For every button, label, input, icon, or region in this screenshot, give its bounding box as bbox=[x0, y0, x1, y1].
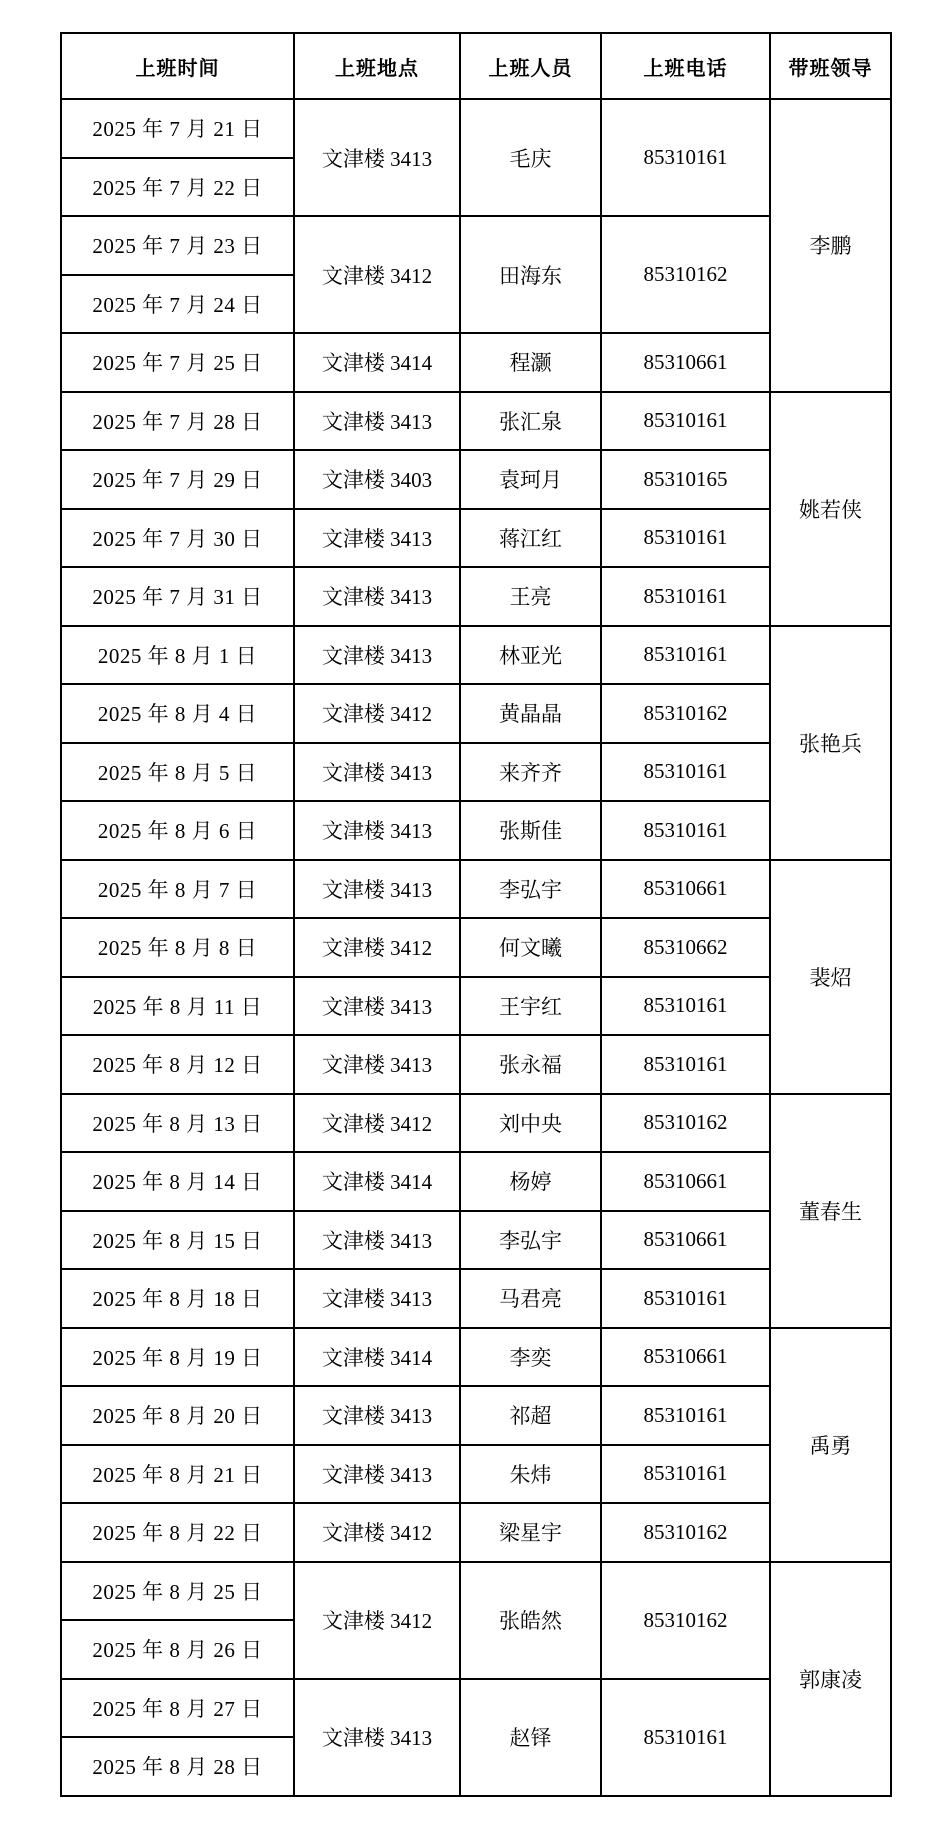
person-cell: 张斯佳 bbox=[460, 801, 601, 860]
header-cell-location: 上班地点 bbox=[294, 33, 460, 99]
schedule-row bbox=[61, 743, 891, 802]
date-cell: 2025 年 8 月 21 日 bbox=[61, 1445, 294, 1504]
location-cell: 文津楼 3413 bbox=[294, 99, 460, 216]
location-cell: 文津楼 3413 bbox=[294, 392, 460, 451]
person-cell: 赵铎 bbox=[460, 1679, 601, 1796]
location-cell: 文津楼 3414 bbox=[294, 333, 460, 392]
date-cell: 2025 年 8 月 15 日 bbox=[61, 1211, 294, 1270]
person-cell: 毛庆 bbox=[460, 99, 601, 216]
schedule-row bbox=[61, 1386, 891, 1445]
schedule-row bbox=[61, 1211, 891, 1270]
location-cell: 文津楼 3413 bbox=[294, 1386, 460, 1445]
header-cell-time: 上班时间 bbox=[61, 33, 294, 99]
person-cell: 张汇泉 bbox=[460, 392, 601, 451]
schedule-row bbox=[61, 860, 891, 919]
date-cell: 2025 年 8 月 7 日 bbox=[61, 860, 294, 919]
schedule-row bbox=[61, 216, 891, 275]
location-cell: 文津楼 3412 bbox=[294, 918, 460, 977]
schedule-row bbox=[61, 1035, 891, 1094]
person-cell: 刘中央 bbox=[460, 1094, 601, 1153]
phone-cell: 85310161 bbox=[601, 626, 770, 685]
person-cell: 张皓然 bbox=[460, 1562, 601, 1679]
person-cell: 祁超 bbox=[460, 1386, 601, 1445]
location-cell: 文津楼 3413 bbox=[294, 1269, 460, 1328]
date-cell: 2025 年 8 月 14 日 bbox=[61, 1152, 294, 1211]
location-cell: 文津楼 3413 bbox=[294, 626, 460, 685]
person-cell: 李弘宇 bbox=[460, 1211, 601, 1270]
location-cell: 文津楼 3403 bbox=[294, 450, 460, 509]
location-cell: 文津楼 3412 bbox=[294, 684, 460, 743]
date-cell: 2025 年 8 月 18 日 bbox=[61, 1269, 294, 1328]
phone-cell: 85310161 bbox=[601, 392, 770, 451]
location-cell: 文津楼 3413 bbox=[294, 977, 460, 1036]
schedule-row bbox=[61, 1094, 891, 1153]
schedule-row bbox=[61, 801, 891, 860]
location-cell: 文津楼 3413 bbox=[294, 743, 460, 802]
header-cell-leader: 带班领导 bbox=[770, 33, 891, 99]
location-cell: 文津楼 3413 bbox=[294, 801, 460, 860]
date-cell: 2025 年 7 月 23 日 bbox=[61, 216, 294, 275]
phone-cell: 85310161 bbox=[601, 99, 770, 216]
person-cell: 马君亮 bbox=[460, 1269, 601, 1328]
phone-cell: 85310162 bbox=[601, 1094, 770, 1153]
leader-cell: 姚若侠 bbox=[770, 392, 891, 626]
leader-cell: 李鹏 bbox=[770, 99, 891, 392]
header-cell-phone: 上班电话 bbox=[601, 33, 770, 99]
phone-cell: 85310161 bbox=[601, 743, 770, 802]
location-cell: 文津楼 3413 bbox=[294, 1679, 460, 1796]
phone-cell: 85310661 bbox=[601, 1328, 770, 1387]
phone-cell: 85310165 bbox=[601, 450, 770, 509]
person-cell: 王亮 bbox=[460, 567, 601, 626]
leader-cell: 张艳兵 bbox=[770, 626, 891, 860]
person-cell: 李奕 bbox=[460, 1328, 601, 1387]
location-cell: 文津楼 3413 bbox=[294, 860, 460, 919]
schedule-row bbox=[61, 1679, 891, 1738]
date-cell: 2025 年 8 月 13 日 bbox=[61, 1094, 294, 1153]
schedule-row bbox=[61, 626, 891, 685]
schedule-row bbox=[61, 918, 891, 977]
phone-cell: 85310661 bbox=[601, 333, 770, 392]
schedule-table bbox=[60, 32, 892, 1797]
person-cell: 黄晶晶 bbox=[460, 684, 601, 743]
phone-cell: 85310662 bbox=[601, 918, 770, 977]
location-cell: 文津楼 3412 bbox=[294, 1094, 460, 1153]
header-cell-person: 上班人员 bbox=[460, 33, 601, 99]
date-cell: 2025 年 8 月 4 日 bbox=[61, 684, 294, 743]
phone-cell: 85310161 bbox=[601, 801, 770, 860]
location-cell: 文津楼 3414 bbox=[294, 1328, 460, 1387]
person-cell: 王宇红 bbox=[460, 977, 601, 1036]
location-cell: 文津楼 3412 bbox=[294, 1503, 460, 1562]
person-cell: 梁星宇 bbox=[460, 1503, 601, 1562]
phone-cell: 85310161 bbox=[601, 509, 770, 568]
person-cell: 张永福 bbox=[460, 1035, 601, 1094]
schedule-body bbox=[61, 99, 891, 1796]
person-cell: 何文曦 bbox=[460, 918, 601, 977]
location-cell: 文津楼 3413 bbox=[294, 567, 460, 626]
date-cell: 2025 年 7 月 25 日 bbox=[61, 333, 294, 392]
phone-cell: 85310161 bbox=[601, 1035, 770, 1094]
person-cell: 李弘宇 bbox=[460, 860, 601, 919]
person-cell: 来齐齐 bbox=[460, 743, 601, 802]
person-cell: 蒋江红 bbox=[460, 509, 601, 568]
phone-cell: 85310661 bbox=[601, 1152, 770, 1211]
schedule-row bbox=[61, 1328, 891, 1387]
date-cell: 2025 年 8 月 27 日 bbox=[61, 1679, 294, 1738]
phone-cell: 85310161 bbox=[601, 1679, 770, 1796]
location-cell: 文津楼 3414 bbox=[294, 1152, 460, 1211]
schedule-row bbox=[61, 509, 891, 568]
schedule-row bbox=[61, 1503, 891, 1562]
date-cell: 2025 年 7 月 31 日 bbox=[61, 567, 294, 626]
header-row bbox=[61, 33, 891, 99]
date-cell: 2025 年 7 月 28 日 bbox=[61, 392, 294, 451]
date-cell: 2025 年 7 月 22 日 bbox=[61, 158, 294, 217]
person-cell: 袁珂月 bbox=[460, 450, 601, 509]
phone-cell: 85310161 bbox=[601, 1445, 770, 1504]
phone-cell: 85310162 bbox=[601, 684, 770, 743]
schedule-row bbox=[61, 1269, 891, 1328]
leader-cell: 郭康凌 bbox=[770, 1562, 891, 1796]
leader-cell: 裴炤 bbox=[770, 860, 891, 1094]
schedule-row bbox=[61, 99, 891, 158]
date-cell: 2025 年 8 月 28 日 bbox=[61, 1737, 294, 1796]
phone-cell: 85310161 bbox=[601, 1386, 770, 1445]
date-cell: 2025 年 8 月 19 日 bbox=[61, 1328, 294, 1387]
leader-cell: 禹勇 bbox=[770, 1328, 891, 1562]
phone-cell: 85310162 bbox=[601, 1503, 770, 1562]
date-cell: 2025 年 7 月 29 日 bbox=[61, 450, 294, 509]
date-cell: 2025 年 8 月 8 日 bbox=[61, 918, 294, 977]
location-cell: 文津楼 3412 bbox=[294, 216, 460, 333]
person-cell: 田海东 bbox=[460, 216, 601, 333]
phone-cell: 85310661 bbox=[601, 860, 770, 919]
date-cell: 2025 年 8 月 20 日 bbox=[61, 1386, 294, 1445]
schedule-row bbox=[61, 977, 891, 1036]
location-cell: 文津楼 3413 bbox=[294, 1035, 460, 1094]
date-cell: 2025 年 7 月 21 日 bbox=[61, 99, 294, 158]
schedule-row bbox=[61, 1152, 891, 1211]
date-cell: 2025 年 8 月 12 日 bbox=[61, 1035, 294, 1094]
date-cell: 2025 年 8 月 11 日 bbox=[61, 977, 294, 1036]
location-cell: 文津楼 3413 bbox=[294, 1211, 460, 1270]
schedule-row bbox=[61, 684, 891, 743]
date-cell: 2025 年 8 月 25 日 bbox=[61, 1562, 294, 1621]
person-cell: 程灏 bbox=[460, 333, 601, 392]
phone-cell: 85310161 bbox=[601, 977, 770, 1036]
location-cell: 文津楼 3413 bbox=[294, 1445, 460, 1504]
phone-cell: 85310661 bbox=[601, 1211, 770, 1270]
leader-cell: 董春生 bbox=[770, 1094, 891, 1328]
date-cell: 2025 年 7 月 30 日 bbox=[61, 509, 294, 568]
location-cell: 文津楼 3413 bbox=[294, 509, 460, 568]
date-cell: 2025 年 7 月 24 日 bbox=[61, 275, 294, 334]
person-cell: 朱炜 bbox=[460, 1445, 601, 1504]
phone-cell: 85310161 bbox=[601, 567, 770, 626]
person-cell: 杨婷 bbox=[460, 1152, 601, 1211]
date-cell: 2025 年 8 月 5 日 bbox=[61, 743, 294, 802]
date-cell: 2025 年 8 月 22 日 bbox=[61, 1503, 294, 1562]
phone-cell: 85310161 bbox=[601, 1269, 770, 1328]
date-cell: 2025 年 8 月 1 日 bbox=[61, 626, 294, 685]
schedule-row bbox=[61, 392, 891, 451]
date-cell: 2025 年 8 月 26 日 bbox=[61, 1620, 294, 1679]
schedule-row bbox=[61, 333, 891, 392]
phone-cell: 85310162 bbox=[601, 1562, 770, 1679]
schedule-row bbox=[61, 1445, 891, 1504]
person-cell: 林亚光 bbox=[460, 626, 601, 685]
location-cell: 文津楼 3412 bbox=[294, 1562, 460, 1679]
date-cell: 2025 年 8 月 6 日 bbox=[61, 801, 294, 860]
schedule-row bbox=[61, 1562, 891, 1621]
phone-cell: 85310162 bbox=[601, 216, 770, 333]
schedule-row bbox=[61, 450, 891, 509]
schedule-row bbox=[61, 567, 891, 626]
